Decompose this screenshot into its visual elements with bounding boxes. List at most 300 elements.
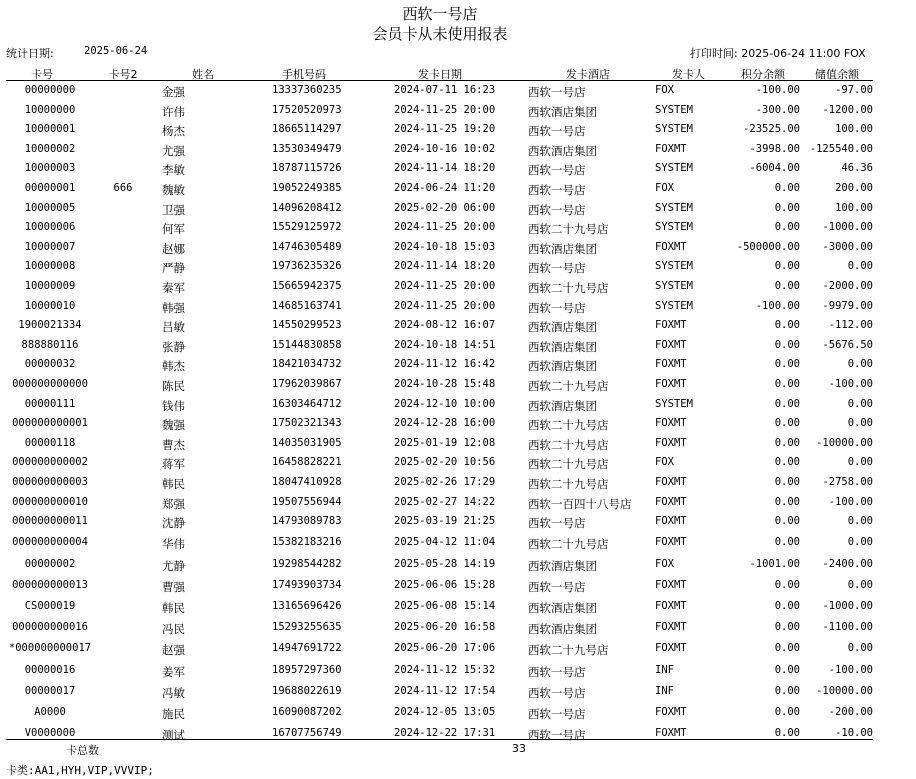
points-balance-cell: 0.00 (774, 221, 800, 234)
issuer-cell: FOXMT (655, 476, 687, 488)
issue-hotel-cell: 西软酒店集团 (528, 241, 597, 256)
issue-date-cell: 2025-06-08 15:14 (394, 600, 496, 612)
points-balance-cell: 0.00 (774, 727, 800, 740)
issue-hotel-cell: 西软二十九号店 (528, 437, 609, 452)
phone-cell: 17493903734 (272, 578, 342, 591)
issue-hotel-cell: 西软一号店 (528, 261, 586, 276)
issuer-cell: FOXMT (655, 621, 687, 634)
points-balance-cell: 0.00 (774, 495, 800, 508)
issue-date-cell: 2025-06-06 15:28 (394, 578, 496, 591)
issuer-cell: FOX (655, 557, 674, 570)
issuer-cell: FOXMT (655, 240, 687, 253)
issue-date-cell: 2025-02-26 17:29 (394, 476, 496, 488)
issuer-cell: FOXMT (655, 600, 687, 612)
name-cell: 冯敏 (162, 685, 185, 700)
card-no-cell: A0000 (34, 706, 66, 718)
footer-rule (6, 739, 873, 740)
phone-cell: 15293255635 (272, 621, 342, 634)
issuer-cell: FOXMT (655, 706, 687, 718)
issue-date-cell: 2025-03-19 21:25 (394, 515, 496, 528)
points-balance-cell: 0.00 (774, 456, 800, 469)
name-cell: 卫强 (162, 202, 185, 217)
issue-hotel-cell: 西软酒店集团 (528, 398, 597, 413)
col-stored-balance: 储值余额 (815, 68, 859, 81)
table-row (0, 162, 880, 178)
issue-hotel-cell: 西软酒店集团 (528, 143, 597, 158)
card-no-cell: 00000032 (24, 358, 76, 371)
table-row (0, 319, 880, 335)
points-balance-cell: 0.00 (774, 536, 800, 549)
header-rule (6, 80, 873, 81)
card-no-cell: V0000000 (24, 727, 76, 740)
stored-balance-cell: -1000.00 (822, 221, 873, 234)
stored-balance-cell: 0.00 (847, 417, 873, 430)
table-row (0, 182, 880, 198)
issue-hotel-cell: 西软酒店集团 (528, 320, 597, 335)
card-no-cell: 00000111 (24, 397, 76, 410)
issuer-cell: SYSTEM (655, 221, 693, 234)
issue-hotel-cell: 西软一号店 (528, 579, 586, 594)
col-issue-date: 发卡日期 (418, 68, 462, 81)
points-balance-cell: 0.00 (774, 338, 800, 351)
table-row (0, 398, 880, 414)
card-types: 卡类:AA1,HYH,VIP,VVVIP; (6, 764, 154, 777)
card-no-cell: 00000001 (24, 182, 76, 194)
issue-hotel-cell: 西软一号店 (528, 728, 586, 743)
name-cell: 赵娜 (162, 241, 185, 256)
points-balance-cell: 0.00 (774, 182, 800, 194)
points-balance-cell: 0.00 (774, 319, 800, 332)
issue-hotel-cell: 西软一号店 (528, 685, 586, 700)
stored-balance-cell: -100.00 (828, 378, 873, 390)
stored-balance-cell: -1000.00 (822, 600, 873, 612)
table-row (0, 300, 880, 316)
card-no-cell: 10000003 (24, 162, 76, 175)
stored-balance-cell: 46.36 (841, 162, 873, 175)
phone-cell: 15529125972 (272, 221, 342, 234)
table-header (0, 65, 880, 81)
issuer-cell: FOXMT (655, 536, 687, 549)
points-balance-cell: -6004.00 (749, 162, 800, 175)
issue-date-cell: 2024-12-28 16:00 (394, 417, 496, 430)
issue-date-cell: 2024-06-24 11:20 (394, 182, 496, 194)
issuer-cell: FOXMT (655, 578, 687, 591)
points-balance-cell: 0.00 (774, 706, 800, 718)
name-cell: 陈民 (162, 379, 185, 393)
points-balance-cell: 0.00 (774, 476, 800, 488)
card-no-cell: CS000019 (24, 600, 76, 612)
points-balance-cell: -300.00 (755, 103, 800, 116)
issuer-cell: FOX (655, 182, 674, 194)
table-row (0, 496, 880, 512)
points-balance-cell: -3998.00 (749, 142, 800, 155)
issue-hotel-cell: 西软二十九号店 (528, 281, 609, 295)
table-row (0, 417, 880, 433)
issue-hotel-cell: 西软一号店 (528, 516, 586, 531)
name-cell: 秦军 (162, 281, 185, 295)
phone-cell: 19298544282 (272, 557, 342, 570)
name-cell: 魏敏 (162, 183, 185, 197)
col-issue-hotel: 发卡酒店 (566, 68, 610, 81)
issuer-cell: SYSTEM (655, 280, 693, 292)
issue-date-cell: 2024-11-12 17:54 (394, 684, 496, 697)
points-balance-cell: 0.00 (774, 642, 800, 655)
phone-cell: 13165696426 (272, 600, 342, 612)
issue-hotel-cell: 西软一号店 (528, 85, 586, 99)
issue-hotel-cell: 西软二十九号店 (528, 537, 609, 552)
name-cell: 何军 (162, 222, 185, 237)
name-cell: 沈静 (162, 516, 185, 531)
issuer-cell: FOXMT (655, 515, 687, 528)
issuer-cell: FOX (655, 456, 674, 469)
stored-balance-cell: -10000.00 (816, 436, 873, 449)
issue-date-cell: 2024-11-25 20:00 (394, 299, 496, 312)
name-cell: 曹强 (162, 579, 185, 594)
phone-cell: 16458828221 (272, 456, 342, 469)
points-balance-cell: 0.00 (774, 600, 800, 612)
card-no-cell: 00000016 (24, 663, 76, 676)
issue-hotel-cell: 西软二十九号店 (528, 457, 609, 472)
stored-balance-cell: 200.00 (835, 182, 873, 194)
stored-balance-cell: -100.00 (828, 495, 873, 508)
card-no-cell: 10000005 (24, 201, 76, 214)
table-row (0, 358, 880, 374)
name-cell: 尤强 (162, 143, 185, 158)
issuer-cell: INF (655, 684, 674, 697)
points-balance-cell: -23525.00 (743, 123, 800, 136)
name-cell: 许伟 (162, 104, 185, 119)
phone-cell: 14035031905 (272, 436, 342, 449)
issuer-cell: INF (655, 663, 674, 676)
name-cell: 施民 (162, 707, 185, 721)
name-cell: 韩民 (162, 601, 185, 615)
table-row (0, 476, 880, 492)
stat-date-value: 2025-06-24 (84, 45, 148, 57)
points-balance-cell: 0.00 (774, 663, 800, 676)
phone-cell: 18047410928 (272, 476, 342, 488)
issue-hotel-cell: 西软酒店集团 (528, 601, 597, 615)
stored-balance-cell: 0.00 (847, 358, 873, 371)
stored-balance-cell: -1200.00 (822, 103, 873, 116)
issuer-cell: SYSTEM (655, 201, 693, 214)
issue-hotel-cell: 西软酒店集团 (528, 622, 597, 637)
card-no-cell: 000000000011 (12, 515, 88, 528)
phone-cell: 16707756749 (272, 727, 342, 740)
card-no-cell: 10000006 (24, 221, 76, 234)
table-row (0, 600, 880, 616)
issue-date-cell: 2025-02-20 06:00 (394, 201, 496, 214)
name-cell: 蒋军 (162, 457, 185, 472)
issue-date-cell: 2024-10-18 14:51 (394, 338, 496, 351)
issue-hotel-cell: 西软一号店 (528, 664, 586, 679)
issue-hotel-cell: 西软酒店集团 (528, 104, 597, 119)
name-cell: 张静 (162, 339, 185, 354)
points-balance-cell: -100.00 (755, 299, 800, 312)
issuer-cell: SYSTEM (655, 397, 693, 410)
card-no-cell: 00000002 (24, 557, 76, 570)
stored-balance-cell: -200.00 (828, 706, 873, 718)
table-row (0, 579, 880, 595)
issuer-cell: FOXMT (655, 417, 687, 430)
issue-date-cell: 2024-11-25 20:00 (394, 103, 496, 116)
phone-cell: 18957297360 (272, 663, 342, 676)
name-cell: 冯民 (162, 622, 185, 637)
issue-date-cell: 2024-11-25 19:20 (394, 123, 496, 136)
stored-balance-cell: 0.00 (847, 456, 873, 469)
card-no-cell: 888880116 (21, 338, 79, 351)
stored-balance-cell: 0.00 (847, 397, 873, 410)
issuer-cell: FOXMT (655, 319, 687, 332)
name-cell: 严静 (162, 261, 185, 276)
phone-cell: 19507556944 (272, 495, 342, 508)
issue-date-cell: 2024-11-25 20:00 (394, 280, 496, 292)
issue-hotel-cell: 西软二十九号店 (528, 379, 609, 393)
table-row (0, 143, 880, 159)
card-no-cell: 10000009 (24, 280, 76, 292)
table-row (0, 260, 880, 276)
name-cell: 李敏 (162, 163, 185, 178)
table-row (0, 706, 880, 722)
stored-balance-cell: 0.00 (847, 642, 873, 655)
card-no-cell: 00000118 (24, 436, 76, 449)
phone-cell: 16303464712 (272, 397, 342, 410)
points-balance-cell: 0.00 (774, 358, 800, 371)
card-no-cell: 000000000001 (12, 417, 88, 430)
phone-cell: 18665114297 (272, 123, 342, 136)
phone-cell: 19052249385 (272, 182, 342, 194)
issuer-cell: FOXMT (655, 727, 687, 740)
card-no-cell: 10000010 (24, 299, 76, 312)
issue-date-cell: 2024-10-18 15:03 (394, 240, 496, 253)
issue-date-cell: 2024-12-10 10:00 (394, 397, 496, 410)
card-no-cell: 10000008 (24, 260, 76, 273)
phone-cell: 16090087202 (272, 706, 342, 718)
table-row (0, 456, 880, 472)
stored-balance-cell: 0.00 (847, 260, 873, 273)
stored-balance-cell: -125540.00 (809, 142, 873, 155)
points-balance-cell: 0.00 (774, 201, 800, 214)
table-row (0, 642, 880, 658)
table-row (0, 727, 880, 743)
table-row (0, 104, 880, 120)
name-cell: 测试 (162, 728, 185, 743)
report-title: 会员卡从未使用报表 (372, 25, 508, 43)
card-total-label: 卡总数 (66, 744, 99, 757)
issue-date-cell: 2024-08-12 16:07 (394, 319, 496, 332)
points-balance-cell: 0.00 (774, 417, 800, 430)
phone-cell: 14947691722 (272, 642, 342, 655)
phone-cell: 15665942375 (272, 280, 342, 292)
issuer-cell: FOXMT (655, 436, 687, 449)
table-row (0, 202, 880, 218)
phone-cell: 15382183216 (272, 536, 342, 549)
card-no-cell: 10000002 (24, 142, 76, 155)
stored-balance-cell: -10.00 (835, 727, 873, 740)
name-cell: 赵强 (162, 643, 185, 658)
table-row (0, 84, 880, 100)
issue-date-cell: 2024-12-22 17:31 (394, 727, 496, 740)
phone-cell: 19736235326 (272, 260, 342, 273)
issue-hotel-cell: 西软一号店 (528, 124, 586, 139)
issue-date-cell: 2025-02-20 10:56 (394, 456, 496, 469)
card-no-cell: 000000000010 (12, 495, 88, 508)
stored-balance-cell: -112.00 (828, 319, 873, 332)
issuer-cell: FOXMT (655, 495, 687, 508)
issuer-cell: FOXMT (655, 142, 687, 155)
phone-cell: 13337360235 (272, 84, 342, 96)
issue-date-cell: 2024-11-25 20:00 (394, 221, 496, 234)
stored-balance-cell: -2400.00 (822, 557, 873, 570)
col-card-no2: 卡号2 (108, 68, 138, 81)
table-row (0, 241, 880, 257)
table-row (0, 339, 880, 355)
card-no-cell: 000000000013 (12, 578, 88, 591)
phone-cell: 14793089783 (272, 515, 342, 528)
issue-hotel-cell: 西软一号店 (528, 300, 586, 315)
table-row (0, 515, 880, 531)
issue-date-cell: 2024-11-12 15:32 (394, 663, 496, 676)
stored-balance-cell: -97.00 (835, 84, 873, 96)
issue-date-cell: 2024-10-28 15:48 (394, 378, 496, 390)
card-no2-cell: 666 (113, 182, 133, 194)
issuer-cell: SYSTEM (655, 162, 693, 175)
stored-balance-cell: 100.00 (835, 201, 873, 214)
issue-date-cell: 2025-06-20 16:58 (394, 621, 496, 634)
name-cell: 尤静 (162, 558, 185, 573)
issuer-cell: SYSTEM (655, 123, 693, 136)
stored-balance-cell: -5676.50 (822, 338, 873, 351)
points-balance-cell: 0.00 (774, 578, 800, 591)
card-no-cell: 000000000000 (12, 378, 88, 390)
card-no-cell: 000000000003 (12, 476, 88, 488)
stored-balance-cell: -9979.00 (822, 299, 873, 312)
phone-cell: 14746305489 (272, 240, 342, 253)
issue-hotel-cell: 西软酒店集团 (528, 359, 597, 374)
name-cell: 金强 (162, 85, 185, 99)
issue-date-cell: 2025-02-27 14:22 (394, 495, 496, 508)
issue-date-cell: 2024-12-05 13:05 (394, 706, 496, 718)
phone-cell: 13530349479 (272, 142, 342, 155)
points-balance-cell: 0.00 (774, 621, 800, 634)
issue-hotel-cell: 西软一号店 (528, 707, 586, 721)
table-row (0, 558, 880, 574)
issuer-cell: SYSTEM (655, 299, 693, 312)
issue-date-cell: 2025-06-20 17:06 (394, 642, 496, 655)
points-balance-cell: -1001.00 (749, 557, 800, 570)
points-balance-cell: 0.00 (774, 280, 800, 292)
card-no-cell: 000000000016 (12, 621, 88, 634)
table-row (0, 280, 880, 296)
card-no-cell: 000000000004 (12, 536, 88, 549)
name-cell: 钱伟 (162, 398, 185, 413)
card-no-cell: *000000000017 (8, 642, 92, 655)
table-row (0, 221, 880, 237)
stored-balance-cell: -1100.00 (822, 621, 873, 634)
name-cell: 韩强 (162, 300, 185, 315)
points-balance-cell: 0.00 (774, 515, 800, 528)
col-name: 姓名 (192, 68, 214, 81)
issuer-cell: FOXMT (655, 642, 687, 655)
name-cell: 曹杰 (162, 437, 185, 452)
issuer-cell: SYSTEM (655, 260, 693, 273)
name-cell: 郑强 (162, 496, 185, 511)
stored-balance-cell: -10000.00 (816, 684, 873, 697)
stat-date-label: 统计日期: (6, 47, 54, 60)
points-balance-cell: -100.00 (755, 84, 800, 96)
points-balance-cell: 0.00 (774, 397, 800, 410)
stored-balance-cell: -2758.00 (822, 476, 873, 488)
issue-hotel-cell: 西软一号店 (528, 183, 586, 197)
name-cell: 姜军 (162, 664, 185, 679)
issue-date-cell: 2024-11-14 18:20 (394, 260, 496, 273)
phone-cell: 14096208412 (272, 201, 342, 214)
phone-cell: 14550299523 (272, 319, 342, 332)
card-no-cell: 10000007 (24, 240, 76, 253)
issuer-cell: FOXMT (655, 358, 687, 371)
stored-balance-cell: 100.00 (835, 123, 873, 136)
phone-cell: 17502321343 (272, 417, 342, 430)
name-cell: 韩杰 (162, 359, 185, 374)
issue-hotel-cell: 西软二十九号店 (528, 222, 609, 237)
col-issuer: 发卡人 (672, 68, 705, 81)
card-total-value: 33 (512, 742, 526, 755)
name-cell: 华伟 (162, 537, 185, 552)
table-row (0, 536, 880, 552)
card-no-cell: 000000000002 (12, 456, 88, 469)
phone-cell: 17520520973 (272, 103, 342, 116)
issue-date-cell: 2025-05-28 14:19 (394, 557, 496, 570)
table-row (0, 378, 880, 394)
card-no-cell: 00000017 (24, 684, 76, 697)
points-balance-cell: -500000.00 (736, 240, 800, 253)
table-row (0, 123, 880, 139)
card-no-cell: 10000001 (24, 123, 76, 136)
issue-hotel-cell: 西软一号店 (528, 202, 586, 217)
issue-date-cell: 2024-11-12 16:42 (394, 358, 496, 371)
stored-balance-cell: -3000.00 (822, 240, 873, 253)
issue-hotel-cell: 西软一百四十八号店 (528, 496, 632, 511)
phone-cell: 17962039867 (272, 378, 342, 390)
issue-date-cell: 2024-07-11 16:23 (394, 84, 496, 96)
points-balance-cell: 0.00 (774, 260, 800, 273)
col-phone: 手机号码 (282, 68, 326, 81)
issuer-cell: FOXMT (655, 378, 687, 390)
table-row (0, 437, 880, 453)
card-no-cell: 1900021334 (18, 319, 82, 332)
phone-cell: 14685163741 (272, 299, 342, 312)
issue-hotel-cell: 西软酒店集团 (528, 339, 597, 354)
report-store-title: 西软一号店 (402, 5, 478, 23)
points-balance-cell: 0.00 (774, 378, 800, 390)
issue-date-cell: 2024-11-14 18:20 (394, 162, 496, 175)
issue-hotel-cell: 西软二十九号店 (528, 643, 609, 658)
points-balance-cell: 0.00 (774, 684, 800, 697)
col-points-balance: 积分余额 (741, 68, 785, 81)
name-cell: 韩民 (162, 477, 185, 491)
issuer-cell: FOXMT (655, 338, 687, 351)
card-no-cell: 10000000 (24, 103, 76, 116)
issue-hotel-cell: 西软二十九号店 (528, 418, 609, 433)
print-time: 打印时间: 2025-06-24 11:00 FOX (690, 47, 866, 60)
issue-hotel-cell: 西软酒店集团 (528, 558, 597, 573)
name-cell: 魏强 (162, 418, 185, 433)
issue-date-cell: 2024-10-16 10:02 (394, 142, 496, 155)
phone-cell: 18787115726 (272, 162, 342, 175)
issuer-cell: FOX (655, 84, 674, 96)
stored-balance-cell: 0.00 (847, 515, 873, 528)
name-cell: 杨杰 (162, 124, 185, 139)
phone-cell: 15144830858 (272, 338, 342, 351)
